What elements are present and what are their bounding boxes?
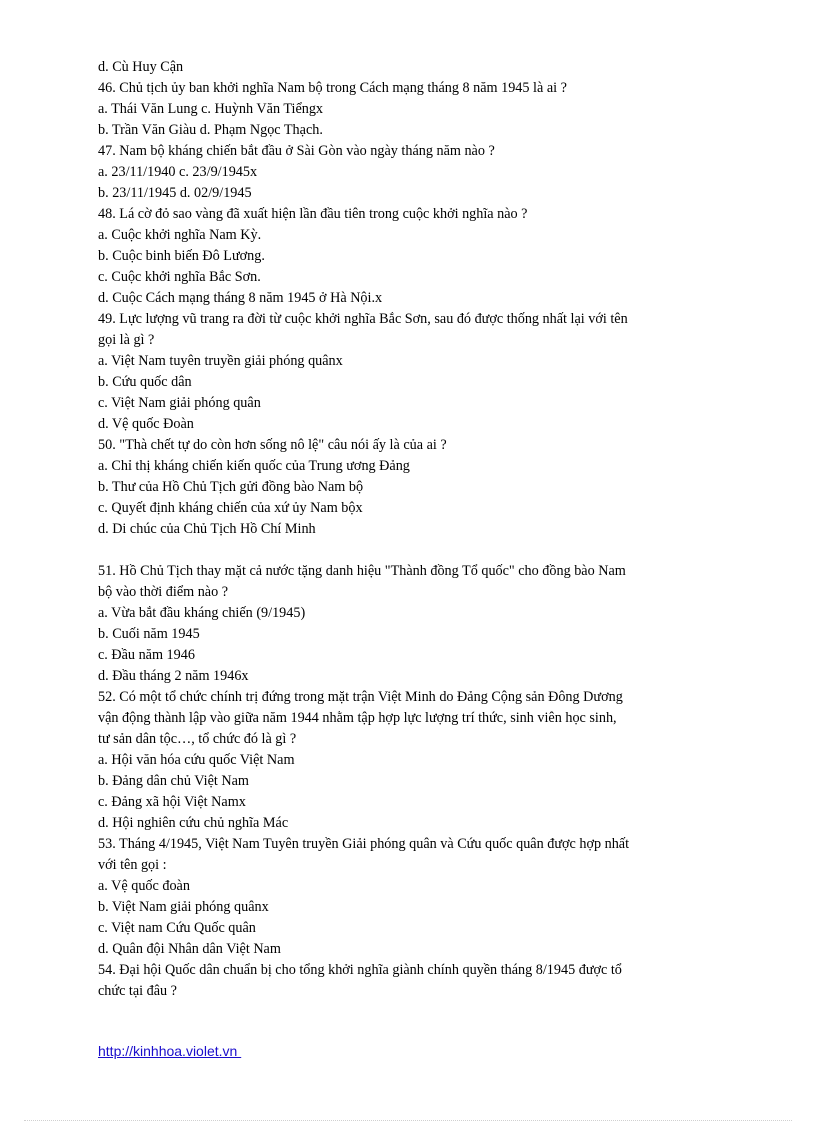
text-line: 52. Có một tổ chức chính trị đứng trong mặt trận Việt Minh do Đảng Cộng sản Đông Dương xyxy=(98,689,623,705)
text-line: b. 23/11/1945 d. 02/9/1945 xyxy=(98,185,252,201)
text-line: c. Quyết định kháng chiến của xứ ủy Nam bộx xyxy=(98,500,363,516)
text-line: gọi là gì ? xyxy=(98,332,155,348)
text-line: a. Việt Nam tuyên truyền giải phóng quânx xyxy=(98,353,343,369)
document-body xyxy=(98,57,718,1002)
text-line: d. Hội nghiên cứu chủ nghĩa Mác xyxy=(98,815,289,831)
text-line: d. Quân đội Nhân dân Việt Nam xyxy=(98,941,281,957)
blank-line xyxy=(98,540,718,561)
text-line: d. Di chúc của Chủ Tịch Hồ Chí Minh xyxy=(98,521,316,537)
text-line: 46. Chủ tịch ủy ban khởi nghĩa Nam bộ trong Cách mạng tháng 8 năm 1945 là ai ? xyxy=(98,80,567,96)
text-line: chức tại đâu ? xyxy=(98,983,177,999)
text-line: c. Việt Nam giải phóng quân xyxy=(98,395,261,411)
text-line: b. Việt Nam giải phóng quânx xyxy=(98,899,269,915)
text-line: b. Cuối năm 1945 xyxy=(98,626,200,642)
text-line: a. Cuộc khởi nghĩa Nam Kỳ. xyxy=(98,227,262,243)
text-line: d. Đầu tháng 2 năm 1946x xyxy=(98,668,249,684)
text-line: a. Vừa bắt đầu kháng chiến (9/1945) xyxy=(98,605,306,621)
text-line: b. Cuộc binh biến Đô Lương. xyxy=(98,248,265,264)
text-line: b. Thư của Hồ Chủ Tịch gửi đồng bào Nam bộ xyxy=(98,479,364,495)
text-line: 49. Lực lượng vũ trang ra đời từ cuộc khởi nghĩa Bắc Sơn, sau đó được thống nhất lại với tên xyxy=(98,311,628,327)
text-line: a. 23/11/1940 c. 23/9/1945x xyxy=(98,164,258,180)
footer-link[interactable]: http://kinhhoa.violet.vn xyxy=(98,1043,242,1059)
text-line: 47. Nam bộ kháng chiến bắt đầu ở Sài Gòn vào ngày tháng năm nào ? xyxy=(98,143,495,159)
text-line: c. Đầu năm 1946 xyxy=(98,647,195,663)
text-line: a. Chỉ thị kháng chiến kiến quốc của Trung ương Đảng xyxy=(98,458,410,474)
text-line: a. Vệ quốc đoàn xyxy=(98,878,190,894)
text-line: d. Cuộc Cách mạng tháng 8 năm 1945 ở Hà Nội.x xyxy=(98,290,383,306)
text-line: 48. Lá cờ đỏ sao vàng đã xuất hiện lần đầu tiên trong cuộc khởi nghĩa nào ? xyxy=(98,206,528,222)
text-line: vận động thành lập vào giữa năm 1944 nhằm tập hợp lực lượng trí thức, sinh viên học sinh, xyxy=(98,710,617,726)
text-line: 54. Đại hội Quốc dân chuẩn bị cho tổng khởi nghĩa giành chính quyền tháng 8/1945 được tổ xyxy=(98,962,622,978)
text-line: 50. "Thà chết tự do còn hơn sống nô lệ" câu nói ấy là của ai ? xyxy=(98,437,447,453)
text-line: d. Vệ quốc Đoàn xyxy=(98,416,194,432)
text-line: bộ vào thời điểm nào ? xyxy=(98,584,229,600)
page-bottom-rule xyxy=(24,1120,792,1121)
text-line: c. Cuộc khởi nghĩa Bắc Sơn. xyxy=(98,269,261,285)
text-line: c. Đảng xã hội Việt Namx xyxy=(98,794,246,810)
text-line: với tên gọi : xyxy=(98,857,167,873)
text-line: b. Cứu quốc dân xyxy=(98,374,192,390)
text-line: b. Trần Văn Giàu d. Phạm Ngọc Thạch. xyxy=(98,122,323,138)
text-line: d. Cù Huy Cận xyxy=(98,59,184,75)
text-line: c. Việt nam Cứu Quốc quân xyxy=(98,920,256,936)
text-line: 53. Tháng 4/1945, Việt Nam Tuyên truyền Giải phóng quân và Cứu quốc quân được hợp nhất xyxy=(98,836,630,852)
text-line: a. Hội văn hóa cứu quốc Việt Nam xyxy=(98,752,295,768)
text-line: a. Thái Văn Lung c. Huỳnh Văn Tiểngx xyxy=(98,101,324,117)
text-line: b. Đảng dân chủ Việt Nam xyxy=(98,773,249,789)
text-line: 51. Hồ Chủ Tịch thay mặt cả nước tặng danh hiệu "Thành đồng Tổ quốc" cho đồng bào Nam xyxy=(98,563,626,579)
text-line: tư sản dân tộc…, tổ chức đó là gì ? xyxy=(98,731,297,747)
